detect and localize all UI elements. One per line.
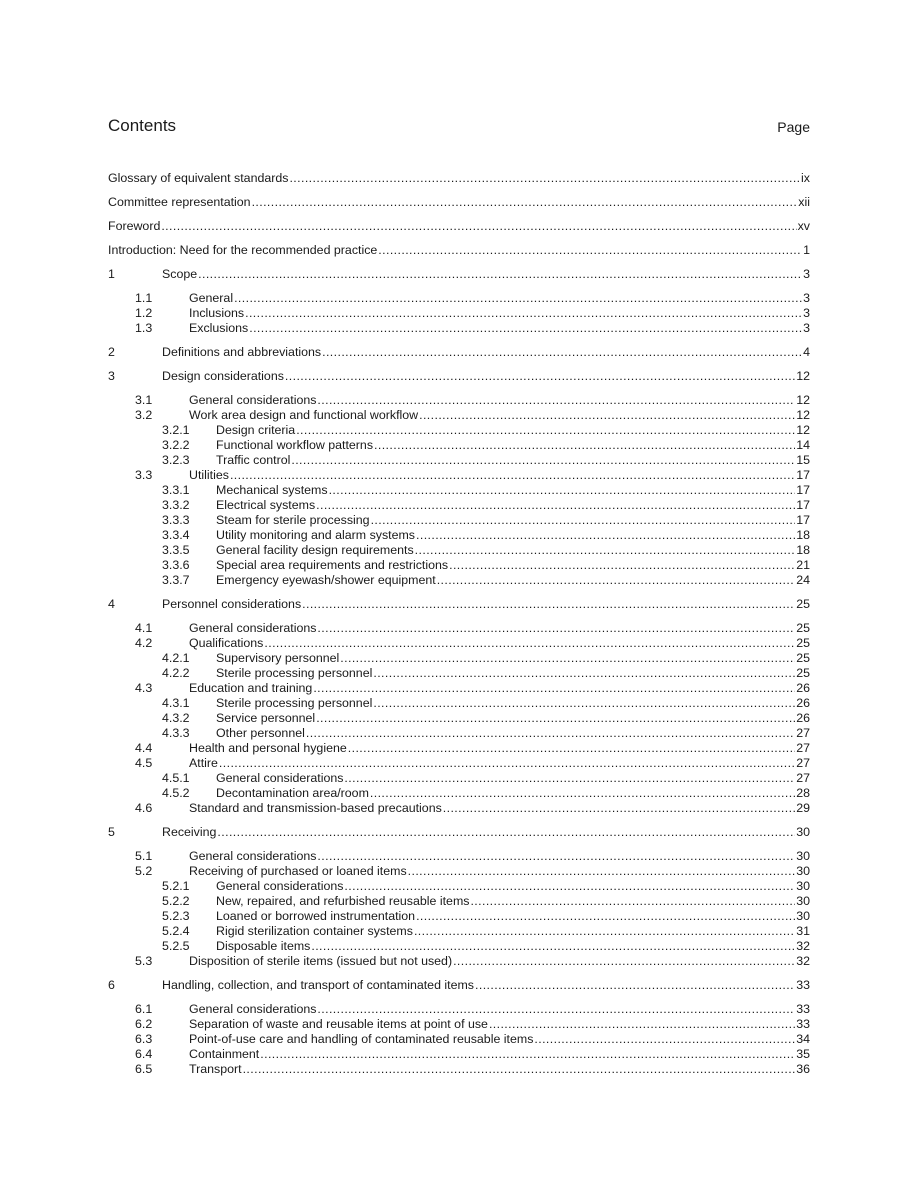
dot-leader bbox=[416, 909, 795, 924]
dot-leader bbox=[371, 513, 796, 528]
toc-entry-number: 3.3 bbox=[135, 468, 153, 482]
toc-entry-number: 3.3.3 bbox=[162, 513, 190, 527]
toc-entry-page: 12 bbox=[796, 393, 810, 407]
toc-entry-page: 1 bbox=[803, 243, 810, 257]
toc-entry[interactable] bbox=[108, 756, 810, 771]
contents-header bbox=[108, 116, 810, 138]
toc-entry-page: 34 bbox=[796, 1032, 810, 1046]
toc-entry-number: 5.2.5 bbox=[162, 939, 190, 953]
dot-leader bbox=[243, 1062, 796, 1077]
dot-leader bbox=[198, 267, 802, 282]
toc-entry[interactable] bbox=[108, 696, 810, 711]
toc-entry-number: 3.1 bbox=[135, 393, 153, 407]
toc-entry-number: 3.3.2 bbox=[162, 498, 190, 512]
toc-entry[interactable] bbox=[108, 513, 810, 528]
toc-entry-number: 3 bbox=[108, 369, 115, 383]
toc-entry[interactable] bbox=[108, 1062, 810, 1077]
page-title: Contents bbox=[108, 116, 177, 135]
dot-leader bbox=[306, 726, 795, 741]
toc-entry-title: Scope bbox=[162, 267, 198, 281]
toc-entry-number: 6 bbox=[108, 978, 115, 992]
toc-entry-page: 35 bbox=[796, 1047, 810, 1061]
toc-entry-title: Definitions and abbreviations bbox=[162, 345, 322, 359]
toc-entry[interactable] bbox=[108, 528, 810, 543]
toc-entry[interactable] bbox=[108, 651, 810, 666]
toc-entry[interactable] bbox=[108, 573, 810, 588]
dot-leader bbox=[289, 171, 800, 186]
dot-leader bbox=[230, 468, 795, 483]
dot-leader bbox=[329, 483, 796, 498]
toc-entry-title: Loaned or borrowed instrumentation bbox=[216, 909, 416, 923]
toc-entry-page: 21 bbox=[796, 558, 810, 572]
toc-entry-title: General facility design requirements bbox=[216, 543, 414, 557]
toc-entry[interactable] bbox=[108, 543, 810, 558]
toc-entry-number: 4.2.2 bbox=[162, 666, 190, 680]
toc-entry-number: 2 bbox=[108, 345, 115, 359]
toc-entry-number: 4.2 bbox=[135, 636, 153, 650]
toc-entry[interactable] bbox=[108, 894, 810, 909]
toc-entry-number: 1.1 bbox=[135, 291, 153, 305]
toc-entry[interactable] bbox=[108, 939, 810, 954]
toc-entry-page: 3 bbox=[803, 291, 810, 305]
toc-entry-number: 5.2.3 bbox=[162, 909, 190, 923]
toc-entry[interactable] bbox=[108, 726, 810, 741]
toc-entry-page: xv bbox=[797, 219, 810, 233]
toc-entry-page: 3 bbox=[803, 267, 810, 281]
page-column-label: Page bbox=[777, 119, 810, 135]
toc-entry-page: 30 bbox=[796, 825, 810, 839]
toc-entry-number: 4.3.1 bbox=[162, 696, 190, 710]
toc-entry-title: Design considerations bbox=[162, 369, 284, 383]
dot-leader bbox=[291, 453, 795, 468]
toc-entry-number: 6.4 bbox=[135, 1047, 153, 1061]
toc-entry-number: 3.2.1 bbox=[162, 423, 190, 437]
dot-leader bbox=[416, 528, 795, 543]
dot-leader bbox=[245, 306, 802, 321]
toc-entry-page: 3 bbox=[803, 321, 810, 335]
toc-entry-title: Attire bbox=[189, 756, 218, 770]
toc-entry-title: Utility monitoring and alarm systems bbox=[216, 528, 416, 542]
toc-entry-number: 1.2 bbox=[135, 306, 153, 320]
toc-entry[interactable] bbox=[108, 243, 810, 258]
toc-entry-title: Service personnel bbox=[216, 711, 316, 725]
toc-entry-title: General considerations bbox=[216, 879, 344, 893]
toc-entry-page: 27 bbox=[796, 726, 810, 740]
toc-entry-page: 4 bbox=[803, 345, 810, 359]
toc-entry-title: Steam for sterile processing bbox=[216, 513, 370, 527]
dot-leader bbox=[370, 786, 795, 801]
toc-entry[interactable] bbox=[108, 954, 810, 969]
toc-entry-title: Rigid sterilization container systems bbox=[216, 924, 413, 938]
toc-entry-page: 27 bbox=[796, 756, 810, 770]
toc-entry-title: Personnel considerations bbox=[162, 597, 302, 611]
dot-leader bbox=[264, 636, 795, 651]
toc-entry-page: 31 bbox=[796, 924, 810, 938]
toc-entry-number: 3.2.2 bbox=[162, 438, 190, 452]
toc-entry-page: 30 bbox=[796, 879, 810, 893]
toc-entry-title: Receiving of purchased or loaned items bbox=[189, 864, 407, 878]
toc-entry[interactable] bbox=[108, 1032, 810, 1047]
toc-entry-title: Inclusions bbox=[189, 306, 245, 320]
dot-leader bbox=[449, 558, 795, 573]
dot-leader bbox=[374, 438, 795, 453]
toc-entry[interactable] bbox=[108, 393, 810, 408]
toc-entry-number: 5 bbox=[108, 825, 115, 839]
toc-entry[interactable] bbox=[108, 924, 810, 939]
dot-leader bbox=[344, 771, 795, 786]
toc-entry[interactable] bbox=[108, 438, 810, 453]
toc-entry[interactable] bbox=[108, 879, 810, 894]
toc-entry-number: 3.2.3 bbox=[162, 453, 190, 467]
dot-leader bbox=[437, 573, 795, 588]
toc-entry-title: Education and training bbox=[189, 681, 313, 695]
toc-entry-page: 27 bbox=[796, 771, 810, 785]
toc-entry-number: 6.5 bbox=[135, 1062, 153, 1076]
toc-entry-page: 33 bbox=[796, 1002, 810, 1016]
toc-entry-title: Electrical systems bbox=[216, 498, 316, 512]
toc-entry-page: 15 bbox=[796, 453, 810, 467]
dot-leader bbox=[311, 939, 795, 954]
toc-entry-page: 25 bbox=[796, 621, 810, 635]
toc-entry[interactable] bbox=[108, 267, 810, 282]
toc-entry-number: 3.3.4 bbox=[162, 528, 190, 542]
toc-entry[interactable] bbox=[108, 369, 810, 384]
toc-entry-title: Introduction: Need for the recommended practice bbox=[108, 243, 378, 257]
toc-entry-page: 12 bbox=[796, 423, 810, 437]
toc-entry[interactable] bbox=[108, 306, 810, 321]
toc-entry-page: 25 bbox=[796, 636, 810, 650]
toc-entry[interactable] bbox=[108, 498, 810, 513]
toc-entry-title: Glossary of equivalent standards bbox=[108, 171, 289, 185]
toc-entry[interactable] bbox=[108, 849, 810, 864]
toc-entry-number: 5.1 bbox=[135, 849, 153, 863]
dot-leader bbox=[408, 864, 796, 879]
toc-entry-title: General considerations bbox=[216, 771, 344, 785]
toc-entry-page: 12 bbox=[796, 369, 810, 383]
toc-entry-title: Emergency eyewash/shower equipment bbox=[216, 573, 436, 587]
toc-entry-page: 26 bbox=[796, 711, 810, 725]
toc-entry-title: General considerations bbox=[189, 393, 317, 407]
dot-leader bbox=[316, 711, 795, 726]
toc-entry[interactable] bbox=[108, 786, 810, 801]
toc-entry-number: 4.3.3 bbox=[162, 726, 190, 740]
toc-entry-page: 28 bbox=[796, 786, 810, 800]
toc-entry-number: 5.2.2 bbox=[162, 894, 190, 908]
toc-entry-number: 6.1 bbox=[135, 1002, 153, 1016]
toc-entry-title: Disposition of sterile items (issued but not used) bbox=[189, 954, 453, 968]
toc-entry[interactable] bbox=[108, 195, 810, 210]
toc-entry-page: 17 bbox=[796, 468, 810, 482]
toc-entry[interactable] bbox=[108, 483, 810, 498]
dot-leader bbox=[348, 741, 795, 756]
dot-leader bbox=[317, 393, 795, 408]
dot-leader bbox=[340, 651, 795, 666]
toc-entry-page: 33 bbox=[796, 978, 810, 992]
dot-leader bbox=[453, 954, 795, 969]
dot-leader bbox=[373, 666, 795, 681]
toc-entry[interactable] bbox=[108, 321, 810, 336]
toc-entry-title: Other personnel bbox=[216, 726, 305, 740]
toc-entry[interactable] bbox=[108, 864, 810, 879]
toc-entry-title: Foreword bbox=[108, 219, 161, 233]
toc-entry-number: 5.2 bbox=[135, 864, 153, 878]
dot-leader bbox=[470, 894, 795, 909]
dot-leader bbox=[415, 543, 796, 558]
toc-entry[interactable] bbox=[108, 711, 810, 726]
toc-entry-number: 3.3.6 bbox=[162, 558, 190, 572]
toc-entry-page: 32 bbox=[796, 939, 810, 953]
toc-entry-page: 29 bbox=[796, 801, 810, 815]
toc-entry-title: Exclusions bbox=[189, 321, 249, 335]
toc-entry-title: Traffic control bbox=[216, 453, 291, 467]
toc-entry-title: Committee representation bbox=[108, 195, 251, 209]
toc-entry-number: 1 bbox=[108, 267, 115, 281]
dot-leader bbox=[249, 321, 802, 336]
toc-entry-number: 5.3 bbox=[135, 954, 153, 968]
toc-entry-number: 4.1 bbox=[135, 621, 153, 635]
toc-entry-number: 4.3.2 bbox=[162, 711, 190, 725]
toc-entry[interactable] bbox=[108, 825, 810, 840]
toc-entry-page: 36 bbox=[796, 1062, 810, 1076]
toc-entry-title: Standard and transmission-based precautions bbox=[189, 801, 442, 815]
toc-entry-title: Sterile processing personnel bbox=[216, 666, 373, 680]
dot-leader bbox=[313, 681, 795, 696]
toc-entry-title: Functional workflow patterns bbox=[216, 438, 374, 452]
toc-entry-page: xii bbox=[798, 195, 810, 209]
toc-entry-number: 3.3.7 bbox=[162, 573, 190, 587]
toc-entry-number: 4.5 bbox=[135, 756, 153, 770]
toc-entry-title: New, repaired, and refurbished reusable items bbox=[216, 894, 470, 908]
dot-leader bbox=[260, 1047, 795, 1062]
toc-entry[interactable] bbox=[108, 1047, 810, 1062]
toc-entry-number: 6.2 bbox=[135, 1017, 153, 1031]
dot-leader bbox=[296, 423, 795, 438]
dot-leader bbox=[285, 369, 795, 384]
toc-entry-page: 25 bbox=[796, 666, 810, 680]
toc-entry-title: Separation of waste and reusable items at point of use bbox=[189, 1017, 488, 1031]
toc-entry-number: 4.4 bbox=[135, 741, 153, 755]
toc-entry-number: 5.2.4 bbox=[162, 924, 190, 938]
dot-leader bbox=[414, 924, 795, 939]
toc-entry-number: 4.3 bbox=[135, 681, 153, 695]
toc-entry-title: Sterile processing personnel bbox=[216, 696, 373, 710]
toc-entry-page: 32 bbox=[796, 954, 810, 968]
toc-entry[interactable] bbox=[108, 423, 810, 438]
dot-leader bbox=[317, 849, 795, 864]
toc-entry-title: Decontamination area/room bbox=[216, 786, 369, 800]
toc-entry-page: 30 bbox=[796, 849, 810, 863]
toc-entry-number: 4.6 bbox=[135, 801, 153, 815]
toc-entry-title: Special area requirements and restrictions bbox=[216, 558, 449, 572]
toc-entry-title: Receiving bbox=[162, 825, 217, 839]
toc-entry[interactable] bbox=[108, 558, 810, 573]
toc-entry-title: Handling, collection, and transport of contaminated items bbox=[162, 978, 475, 992]
toc-entry-page: 33 bbox=[796, 1017, 810, 1031]
toc-entry-page: 30 bbox=[796, 894, 810, 908]
dot-leader bbox=[534, 1032, 795, 1047]
dot-leader bbox=[316, 498, 795, 513]
toc-entry-title: Qualifications bbox=[189, 636, 264, 650]
toc-entry-number: 3.3.1 bbox=[162, 483, 190, 497]
dot-leader bbox=[161, 219, 796, 234]
toc-entry-number: 6.3 bbox=[135, 1032, 153, 1046]
toc-entry[interactable] bbox=[108, 909, 810, 924]
table-of-contents bbox=[108, 171, 810, 1077]
toc-entry-page: 14 bbox=[796, 438, 810, 452]
toc-entry-number: 1.3 bbox=[135, 321, 153, 335]
toc-entry[interactable] bbox=[108, 666, 810, 681]
toc-entry-title: Supervisory personnel bbox=[216, 651, 340, 665]
toc-entry-page: 25 bbox=[796, 651, 810, 665]
toc-entry[interactable] bbox=[108, 597, 810, 612]
dot-leader bbox=[317, 621, 795, 636]
toc-entry-title: General considerations bbox=[189, 1002, 317, 1016]
toc-entry-number: 3.2 bbox=[135, 408, 153, 422]
toc-entry-number: 4.5.2 bbox=[162, 786, 190, 800]
toc-entry-title: Health and personal hygiene bbox=[189, 741, 347, 755]
toc-entry-page: 17 bbox=[796, 483, 810, 497]
toc-entry-title: General bbox=[189, 291, 234, 305]
dot-leader bbox=[344, 879, 795, 894]
toc-entry-number: 4.5.1 bbox=[162, 771, 190, 785]
toc-entry-page: 3 bbox=[803, 306, 810, 320]
dot-leader bbox=[252, 195, 798, 210]
dot-leader bbox=[443, 801, 795, 816]
toc-entry[interactable] bbox=[108, 453, 810, 468]
toc-entry-title: Transport bbox=[189, 1062, 242, 1076]
toc-entry[interactable] bbox=[108, 621, 810, 636]
toc-entry-number: 4 bbox=[108, 597, 115, 611]
toc-entry[interactable] bbox=[108, 468, 810, 483]
toc-entry-page: 18 bbox=[796, 528, 810, 542]
toc-entry-page: 17 bbox=[796, 513, 810, 527]
toc-entry[interactable] bbox=[108, 636, 810, 651]
dot-leader bbox=[322, 345, 802, 360]
toc-entry-title: Containment bbox=[189, 1047, 260, 1061]
toc-entry-page: 27 bbox=[796, 741, 810, 755]
dot-leader bbox=[234, 291, 802, 306]
toc-entry[interactable] bbox=[108, 291, 810, 306]
toc-entry-title: Disposable items bbox=[216, 939, 311, 953]
dot-leader bbox=[217, 825, 795, 840]
toc-entry-title: General considerations bbox=[189, 621, 317, 635]
dot-leader bbox=[475, 978, 795, 993]
toc-entry[interactable] bbox=[108, 1002, 810, 1017]
toc-entry-number: 5.2.1 bbox=[162, 879, 190, 893]
toc-entry[interactable] bbox=[108, 171, 810, 186]
toc-entry-page: 17 bbox=[796, 498, 810, 512]
toc-entry-page: 25 bbox=[796, 597, 810, 611]
toc-entry[interactable] bbox=[108, 771, 810, 786]
toc-entry-title: Work area design and functional workflow bbox=[189, 408, 419, 422]
dot-leader bbox=[419, 408, 795, 423]
toc-entry[interactable] bbox=[108, 345, 810, 360]
dot-leader bbox=[489, 1017, 795, 1032]
toc-entry[interactable] bbox=[108, 978, 810, 993]
dot-leader bbox=[373, 696, 795, 711]
toc-entry-title: Design criteria bbox=[216, 423, 296, 437]
toc-entry-page: 30 bbox=[796, 909, 810, 923]
toc-entry-title: Utilities bbox=[189, 468, 229, 482]
toc-entry-page: 26 bbox=[796, 681, 810, 695]
toc-entry[interactable] bbox=[108, 681, 810, 696]
toc-entry-page: 12 bbox=[796, 408, 810, 422]
dot-leader bbox=[302, 597, 795, 612]
toc-entry-title: Mechanical systems bbox=[216, 483, 328, 497]
toc-entry-page: 26 bbox=[796, 696, 810, 710]
toc-entry-page: ix bbox=[801, 171, 810, 185]
toc-entry-page: 24 bbox=[796, 573, 810, 587]
toc-entry[interactable] bbox=[108, 801, 810, 816]
dot-leader bbox=[378, 243, 802, 258]
toc-entry-number: 3.3.5 bbox=[162, 543, 190, 557]
toc-entry[interactable] bbox=[108, 219, 810, 234]
toc-entry-number: 4.2.1 bbox=[162, 651, 190, 665]
dot-leader bbox=[317, 1002, 795, 1017]
toc-entry-title: Point-of-use care and handling of contaminated reusable items bbox=[189, 1032, 534, 1046]
toc-entry[interactable] bbox=[108, 408, 810, 423]
toc-entry-title: General considerations bbox=[189, 849, 317, 863]
dot-leader bbox=[219, 756, 795, 771]
toc-entry-page: 30 bbox=[796, 864, 810, 878]
toc-entry[interactable] bbox=[108, 1017, 810, 1032]
toc-entry[interactable] bbox=[108, 741, 810, 756]
toc-entry-page: 18 bbox=[796, 543, 810, 557]
